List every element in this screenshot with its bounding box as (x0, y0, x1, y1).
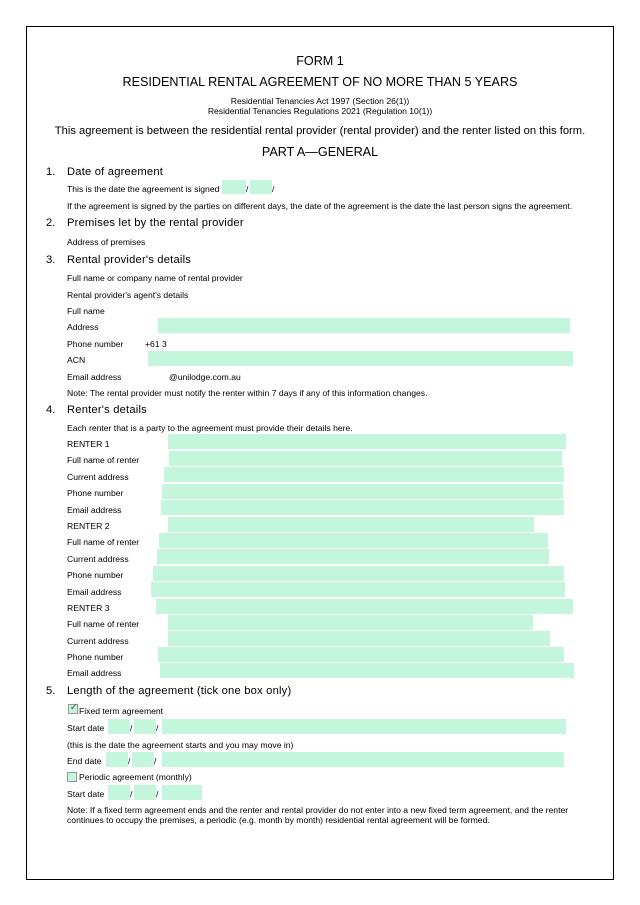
date-signed-note: If the agreement is signed by the parties on different days, the date of the agreement is the date the last person signs the agreement. (67, 201, 573, 211)
end-day-field[interactable] (106, 752, 131, 767)
section-3-number: 3. (46, 254, 56, 266)
date-separator: / (156, 723, 159, 733)
renter-2-email-label: Email address (67, 587, 122, 597)
renter-3-phone-field[interactable] (158, 647, 564, 662)
renter-3-name-field[interactable] (168, 615, 533, 630)
periodic-start-date-label: Start date (67, 789, 105, 799)
date-separator: / (156, 789, 159, 799)
fixed-start-year-field[interactable] (162, 719, 566, 734)
end-year-field[interactable] (162, 752, 564, 767)
regulation-reference: Residential Tenancies Regulations 2021 (Regulation 10(1)) (207, 106, 433, 116)
renter-1-address-label: Current address (67, 472, 129, 482)
periodic-start-day-field[interactable] (108, 785, 133, 800)
date-separator: / (130, 723, 133, 733)
act-reference: Residential Tenancies Act 1997 (Section 26(1)) (230, 96, 410, 106)
section-2-number: 2. (46, 217, 56, 229)
premises-address-label: Address of premises (67, 237, 146, 247)
provider-name-label: Full name or company name of rental provider (67, 273, 243, 283)
renter-1-email-label: Email address (67, 505, 122, 515)
section-5-title: Length of the agreement (tick one box only) (67, 685, 292, 697)
periodic-start-year-field[interactable] (162, 785, 202, 800)
agent-address-label: Address (67, 322, 99, 332)
renter-3-address-label: Current address (67, 636, 129, 646)
agent-details-label: Rental provider's agent's details (67, 290, 189, 300)
agreement-intro: This agreement is between the residential rental provider (rental provider) and the renter listed on this form. (54, 125, 586, 137)
page-title: RESIDENTIAL RENTAL AGREEMENT OF NO MORE THAN 5 YEARS (122, 75, 518, 89)
agent-email-label: Email address (67, 372, 122, 382)
renter-3-email-field[interactable] (160, 663, 574, 678)
renter-3-name-label: Full name of renter (67, 619, 140, 629)
date-separator: / (246, 184, 249, 194)
periodic-label: Periodic agreement (monthly) (79, 772, 192, 782)
renter-2-heading-field[interactable] (168, 517, 534, 532)
periodic-note-line-2: continues to occupy the premises, a periodic (e.g. month by month) residential rental agreement will be formed. (67, 815, 490, 825)
agent-email-value[interactable]: @unilodge.com.au (169, 372, 241, 382)
renter-2-heading: RENTER 2 (67, 521, 110, 531)
agent-phone-prefix[interactable]: +61 3 (145, 339, 167, 349)
date-separator: / (272, 184, 275, 194)
renter-2-phone-label: Phone number (67, 570, 124, 580)
renter-2-address-field[interactable] (157, 549, 549, 564)
checkmark-icon: ✓ (69, 702, 79, 713)
date-separator: / (130, 789, 133, 799)
fixed-start-month-field[interactable] (134, 719, 159, 734)
date-separator: / (128, 756, 131, 766)
renter-2-address-label: Current address (67, 554, 129, 564)
date-signed-label: This is the date the agreement is signed (67, 184, 220, 194)
renter-2-name-label: Full name of renter (67, 537, 140, 547)
section-2-title: Premises let by the rental provider (67, 217, 244, 229)
fixed-start-day-field[interactable] (108, 719, 133, 734)
end-date-label: End date (67, 756, 102, 766)
renter-3-phone-label: Phone number (67, 652, 124, 662)
agent-acn-label: ACN (67, 355, 86, 365)
renter-3-heading-field[interactable] (156, 599, 573, 614)
section-1-number: 1. (46, 166, 56, 178)
start-date-note: (this is the date the agreement starts and you may move in) (67, 740, 294, 750)
date-signed-month-field[interactable] (250, 180, 275, 194)
renter-1-heading: RENTER 1 (67, 439, 110, 449)
renter-1-name-label: Full name of renter (67, 455, 140, 465)
renter-1-phone-label: Phone number (67, 488, 124, 498)
provider-notify-note: Note: The rental provider must notify the renter within 7 days if any of this information changes. (67, 388, 428, 398)
periodic-checkbox[interactable] (67, 772, 77, 782)
renter-1-email-field[interactable] (161, 500, 564, 515)
renter-3-heading: RENTER 3 (67, 603, 110, 613)
date-separator: / (154, 756, 157, 766)
renter-2-email-field[interactable] (151, 582, 565, 597)
section-4-title: Renter's details (67, 404, 147, 416)
periodic-note-line-1: Note: If a fixed term agreement ends and the renter and rental provider do not enter into a new fixed term agreement, and the renter (67, 805, 569, 815)
renter-details-intro: Each renter that is a party to the agreement must provide their details here. (67, 423, 353, 433)
fixed-start-date-label: Start date (67, 723, 105, 733)
renter-1-heading-field[interactable] (168, 434, 566, 449)
section-3-title: Rental provider's details (67, 254, 192, 266)
renter-1-address-field[interactable] (164, 467, 564, 482)
section-5-number: 5. (46, 685, 56, 697)
section-1-title: Date of agreement (67, 166, 164, 178)
renter-3-email-label: Email address (67, 668, 122, 678)
agent-full-name-label: Full name (67, 306, 105, 316)
fixed-term-checkbox[interactable] (68, 704, 78, 714)
renter-3-address-field[interactable] (168, 631, 550, 646)
renter-2-phone-field[interactable] (153, 566, 564, 581)
section-4-number: 4. (46, 404, 56, 416)
agent-address-field[interactable] (158, 318, 570, 333)
periodic-start-month-field[interactable] (134, 785, 159, 800)
agent-acn-field[interactable] (148, 351, 573, 366)
part-heading: PART A—GENERAL (261, 145, 379, 159)
agent-phone-label: Phone number (67, 339, 124, 349)
renter-1-name-field[interactable] (169, 451, 562, 466)
date-signed-day-field[interactable] (222, 180, 249, 194)
renter-1-phone-field[interactable] (162, 484, 563, 499)
renter-2-name-field[interactable] (159, 533, 548, 548)
form-number: FORM 1 (296, 54, 344, 68)
end-month-field[interactable] (132, 752, 157, 767)
fixed-term-label: Fixed term agreement (79, 706, 164, 716)
